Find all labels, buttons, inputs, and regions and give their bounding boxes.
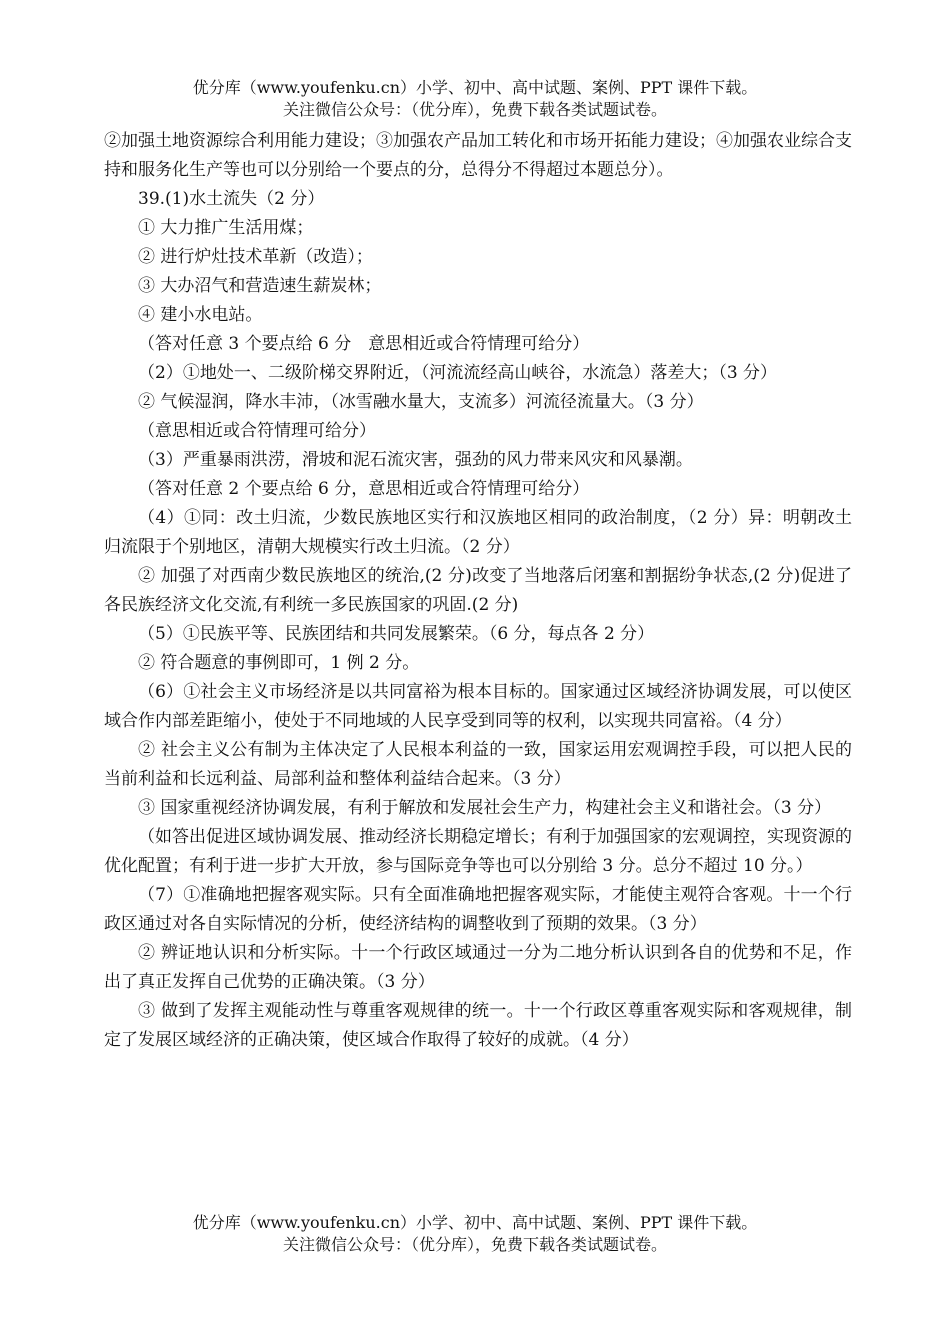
list-item: ③ 大办沼气和营造速生薪炭林； — [138, 276, 382, 296]
paragraph: ② 符合题意的事例即可，1 例 2 分。 — [138, 653, 420, 673]
answer-content — [104, 127, 852, 1055]
page-header — [0, 77, 950, 121]
paragraph: ② 辨证地认识和分析实际。十一个行政区域通过一分为二地分析认识到各自的优势和不足，作出了真正发挥自己优势的正确决策。（3 分） — [104, 943, 852, 992]
question-39-part-4: （4）①同：改土归流，少数民族地区实行和汉族地区相同的政治制度，（2 分）异：明朝改土归流限于个别地区，清朝大规模实行改土归流。（2 分） — [104, 508, 852, 557]
paragraph: ③ 做到了发挥主观能动性与尊重客观规律的统一。十一个行政区尊重客观实际和客观规律，制定了发展区域经济的正确决策，使区域合作取得了较好的成就。（4 分） — [104, 1001, 852, 1050]
list-item: ④ 建小水电站。 — [138, 305, 263, 325]
list-item: ② 进行炉灶技术革新（改造）； — [138, 247, 373, 267]
question-39-part-2: （2）①地处一、二级阶梯交界附近，（河流流经高山峡谷，水流急）落差大；（3 分） — [138, 363, 778, 383]
question-39-part-7: （7）①准确地把握客观实际。只有全面准确地把握客观实际，才能使主观符合客观。十一个行政区通过对各自实际情况的分析，使经济结构的调整收到了预期的效果。（3 分） — [104, 885, 852, 934]
list-item: ① 大力推广生活用煤； — [138, 218, 314, 238]
scoring-note: （答对任意 2 个要点给 6 分，意思相近或合符情理可给分） — [138, 479, 590, 499]
header-line-1: 优分库（www.youfenku.cn）小学、初中、高中试题、案例、PPT 课件下载。 — [192, 78, 758, 97]
paragraph: ② 社会主义公有制为主体决定了人民根本利益的一致，国家运用宏观调控手段，可以把人民的当前利益和长远利益、局部利益和整体利益结合起来。（3 分） — [104, 740, 852, 789]
paragraph: ②加强土地资源综合利用能力建设；③加强农产品加工转化和市场开拓能力建设；④加强农业综合支持和服务化生产等也可以分别给一个要点的分，总得分不得超过本题总分）。 — [104, 131, 852, 180]
paragraph: ② 气候湿润，降水丰沛，（冰雪融水量大，支流多）河流径流量大。（3 分） — [138, 392, 704, 412]
question-39-part-6: （6）①社会主义市场经济是以共同富裕为根本目标的。国家通过区域经济协调发展，可以使区域合作内部差距缩小，使处于不同地域的人民享受到同等的权利，以实现共同富裕。（4 分） — [104, 682, 852, 731]
footer-line-2: 关注微信公众号：（优分库），免费下载各类试题试卷。 — [282, 1235, 667, 1254]
question-39-part-3: （3）严重暴雨洪涝，滑坡和泥石流灾害，强劲的风力带来风灾和风暴潮。 — [138, 450, 693, 470]
paragraph: ③ 国家重视经济协调发展，有利于解放和发展社会生产力，构建社会主义和谐社会。（3 分） — [138, 798, 832, 818]
paragraph: ② 加强了对西南少数民族地区的统治,(2 分)改变了当地落后闭塞和割据纷争状态,(2 分)促进了各民族经济文化交流,有利统一多民族国家的巩固.(2 分) — [104, 566, 852, 615]
header-line-2: 关注微信公众号：（优分库），免费下载各类试题试卷。 — [282, 100, 667, 119]
page-footer — [0, 1212, 950, 1256]
scoring-note: （意思相近或合符情理可给分） — [138, 421, 376, 441]
question-39-part-5: （5）①民族平等、民族团结和共同发展繁荣。（6 分，每点各 2 分） — [138, 624, 655, 644]
scoring-note: （答对任意 3 个要点给 6 分 意思相近或合符情理可给分） — [138, 334, 590, 354]
question-39-part-1: 39.(1)水土流失（2 分） — [138, 189, 325, 209]
scoring-note: （如答出促进区域协调发展、推动经济长期稳定增长；有利于加强国家的宏观调控，实现资源的优化配置；有利于进一步扩大开放，参与国际竞争等也可以分别给 3 分。总分不超过 10 分。） — [104, 827, 852, 876]
footer-line-1: 优分库（www.youfenku.cn）小学、初中、高中试题、案例、PPT 课件下载。 — [192, 1213, 758, 1232]
